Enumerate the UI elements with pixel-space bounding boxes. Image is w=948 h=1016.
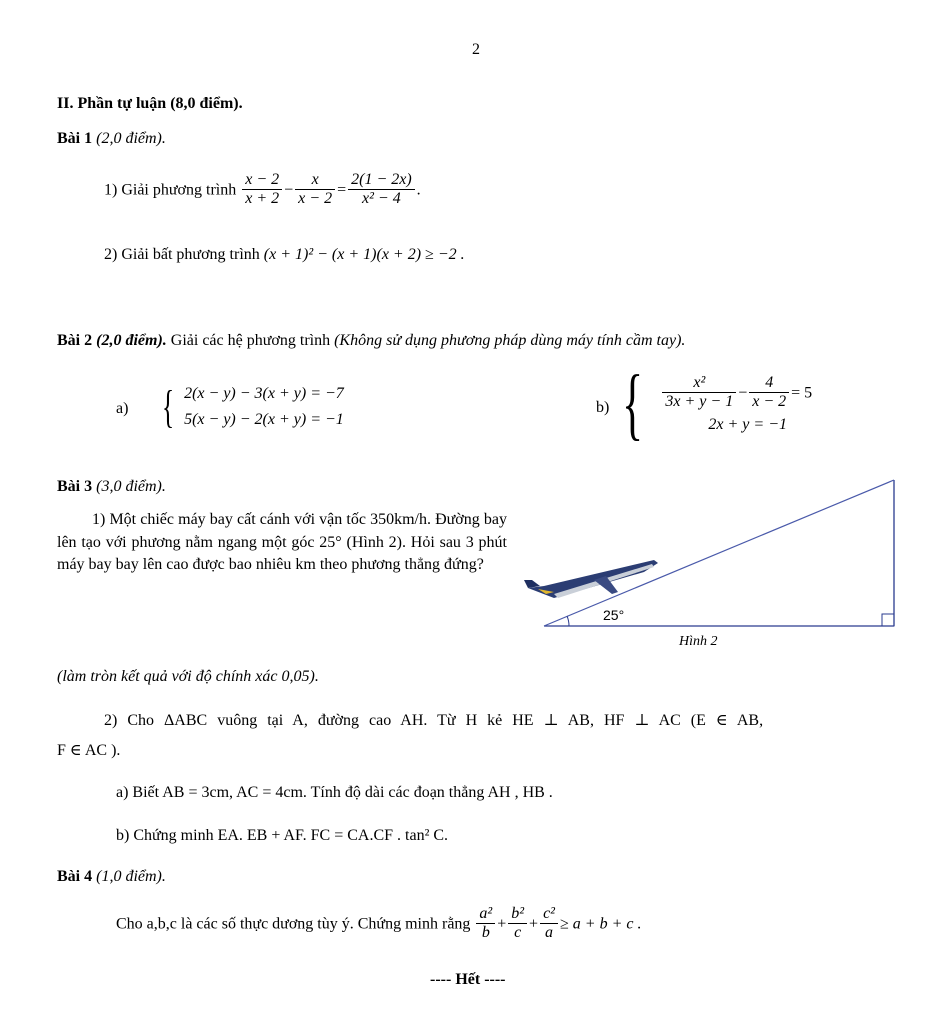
frac-numerator: x bbox=[295, 171, 335, 190]
bai1-q1: 1) Giải phương trình $\frac{x - 2}{x + 2}$ − $\frac{x}{x - 2}$ = $\frac{2(1 - 2x)}{\text{x² − 4}}$ . bbox=[104, 171, 421, 208]
airplane-icon bbox=[524, 560, 658, 598]
bai4-frac3 bbox=[540, 905, 558, 943]
bai4-text: Cho a,b,c là các số thực dương tùy ý. Chứng minh rằng bbox=[116, 915, 471, 933]
frac-numerator: c² bbox=[540, 905, 558, 924]
bai2-b-eq2: 2x + y = −1 bbox=[708, 416, 787, 434]
figure-flight-path bbox=[544, 480, 894, 626]
frac-denominator: x + 2 bbox=[245, 190, 280, 208]
bai4-eq-rhs: ≥ a + b + c . bbox=[559, 915, 642, 933]
bai3-q1-paragraph: 1) Một chiếc máy bay cất cánh với vận tốc 350km/h. Đường bay lên tạo với phương nằm ngang một góc 25° (Hình 2). Hỏi sau 3 phút máy bay bay lên cao được bao nhiêu km theo phương thẳng đứng? bbox=[57, 511, 507, 573]
bai2-note: (Không sử dụng phương pháp dùng máy tính cầm tay). bbox=[334, 332, 686, 349]
bai3-points: (3,0 điểm). bbox=[96, 478, 166, 495]
bai1-q1-text: 1) Giải phương trình bbox=[104, 181, 237, 199]
bai3-q2-line2: F ∈ AC ). bbox=[57, 742, 121, 759]
bai4-frac1 bbox=[476, 905, 495, 943]
bai4-points: (1,0 điểm). bbox=[96, 868, 166, 885]
right-angle-mark bbox=[882, 614, 894, 626]
bai4-header bbox=[57, 867, 166, 886]
bai4-statement: Cho a,b,c là các số thực dương tùy ý. Chứng minh rằng $\frac{\text{a²}}{b}$ + $\frac{\text{b²}}{c}$ + $\frac{\text{c²}}{a}$ ≥ a + b + c . bbox=[116, 905, 642, 942]
figure-caption: Hình 2 bbox=[679, 634, 718, 649]
bai2-a-eq1: 2(x − y) − 3(x + y) = −7 bbox=[184, 385, 344, 402]
page-number: 2 bbox=[472, 41, 480, 58]
bai2-label: Bài 2 bbox=[57, 332, 93, 349]
bai1-q1-frac1 bbox=[242, 171, 282, 209]
frac-numerator: x − 2 bbox=[242, 171, 282, 190]
bai1-points: (2,0 điểm). bbox=[96, 130, 166, 147]
bai2-b-label: b) bbox=[596, 399, 610, 416]
bai2-b-eq1-rhs: = 5 bbox=[791, 383, 813, 401]
figure-angle-label: 25° bbox=[603, 607, 625, 623]
bai1-q2-eq: (x + 1)² − (x + 1)(x + 2) ≥ −2 . bbox=[263, 246, 465, 263]
bai2-text: Giải các hệ phương trình bbox=[170, 332, 331, 349]
bai4-label: Bài 4 bbox=[57, 868, 93, 885]
bai2-b-system bbox=[622, 360, 813, 448]
bai1-q1-frac3 bbox=[348, 171, 415, 209]
bai1-q2 bbox=[104, 245, 465, 264]
bai2-points: (2,0 điểm). bbox=[96, 332, 167, 349]
bai2-a-label: a) bbox=[116, 400, 129, 417]
bai3-q2a: a) Biết AB = 3cm, AC = 4cm. Tính độ dài các đoạn thẳng AH , HB . bbox=[116, 784, 553, 801]
frac-denominator: b bbox=[481, 924, 490, 942]
brace-icon: { bbox=[622, 360, 644, 448]
section-title: II. Phần tự luận (8,0 điểm). bbox=[57, 95, 243, 112]
frac-numerator: 2(1 − 2x) bbox=[348, 171, 415, 190]
frac-denominator: a bbox=[545, 924, 554, 942]
bai2-header bbox=[57, 331, 685, 350]
frac-numerator: x² bbox=[662, 374, 736, 393]
figure-hinh-2 bbox=[524, 476, 924, 651]
bai2-b-frac2 bbox=[749, 374, 789, 412]
footer-end: ---- Hết ---- bbox=[430, 971, 506, 988]
frac-denominator: x² − 4 bbox=[362, 190, 401, 208]
bai1-q2-text: 2) Giải bất phương trình bbox=[104, 246, 260, 263]
bai1-q1-frac2 bbox=[295, 171, 335, 209]
brace-icon: { bbox=[162, 381, 175, 432]
frac-numerator: b² bbox=[508, 905, 527, 924]
frac-numerator: 4 bbox=[749, 374, 789, 393]
bai1-header bbox=[57, 129, 166, 148]
frac-denominator: x − 2 bbox=[752, 392, 787, 410]
frac-denominator: 3x + y − 1 bbox=[665, 392, 734, 410]
bai2-a-system bbox=[162, 381, 344, 433]
frac-denominator: c bbox=[514, 924, 522, 942]
angle-arc bbox=[567, 616, 569, 626]
frac-denominator: x − 2 bbox=[298, 190, 333, 208]
bai2-b-eq1: $\frac{\text{x²}}{3x + y - 1}$ − $\frac{4}{x - 2}$ = 5 bbox=[660, 374, 812, 412]
bai3-q2b: b) Chứng minh EA. EB + AF. FC = CA.CF . tan² C. bbox=[116, 827, 449, 844]
bai3-q2-line1: 2) Cho ΔABC vuông tại A, đường cao AH. Từ H kẻ HE ⊥ AB, HF ⊥ AC (E ∈ AB, bbox=[104, 712, 764, 729]
bai3-header bbox=[57, 477, 166, 496]
bai2-b-frac1 bbox=[662, 374, 736, 412]
bai3-q1-note: (làm tròn kết quả với độ chính xác 0,05). bbox=[57, 668, 319, 685]
bai4-frac2 bbox=[508, 905, 527, 943]
bai2-a-eq2: 5(x − y) − 2(x + y) = −1 bbox=[184, 411, 344, 428]
frac-numerator: a² bbox=[476, 905, 495, 924]
bai3-label: Bài 3 bbox=[57, 478, 93, 495]
bai1-label: Bài 1 bbox=[57, 130, 93, 147]
